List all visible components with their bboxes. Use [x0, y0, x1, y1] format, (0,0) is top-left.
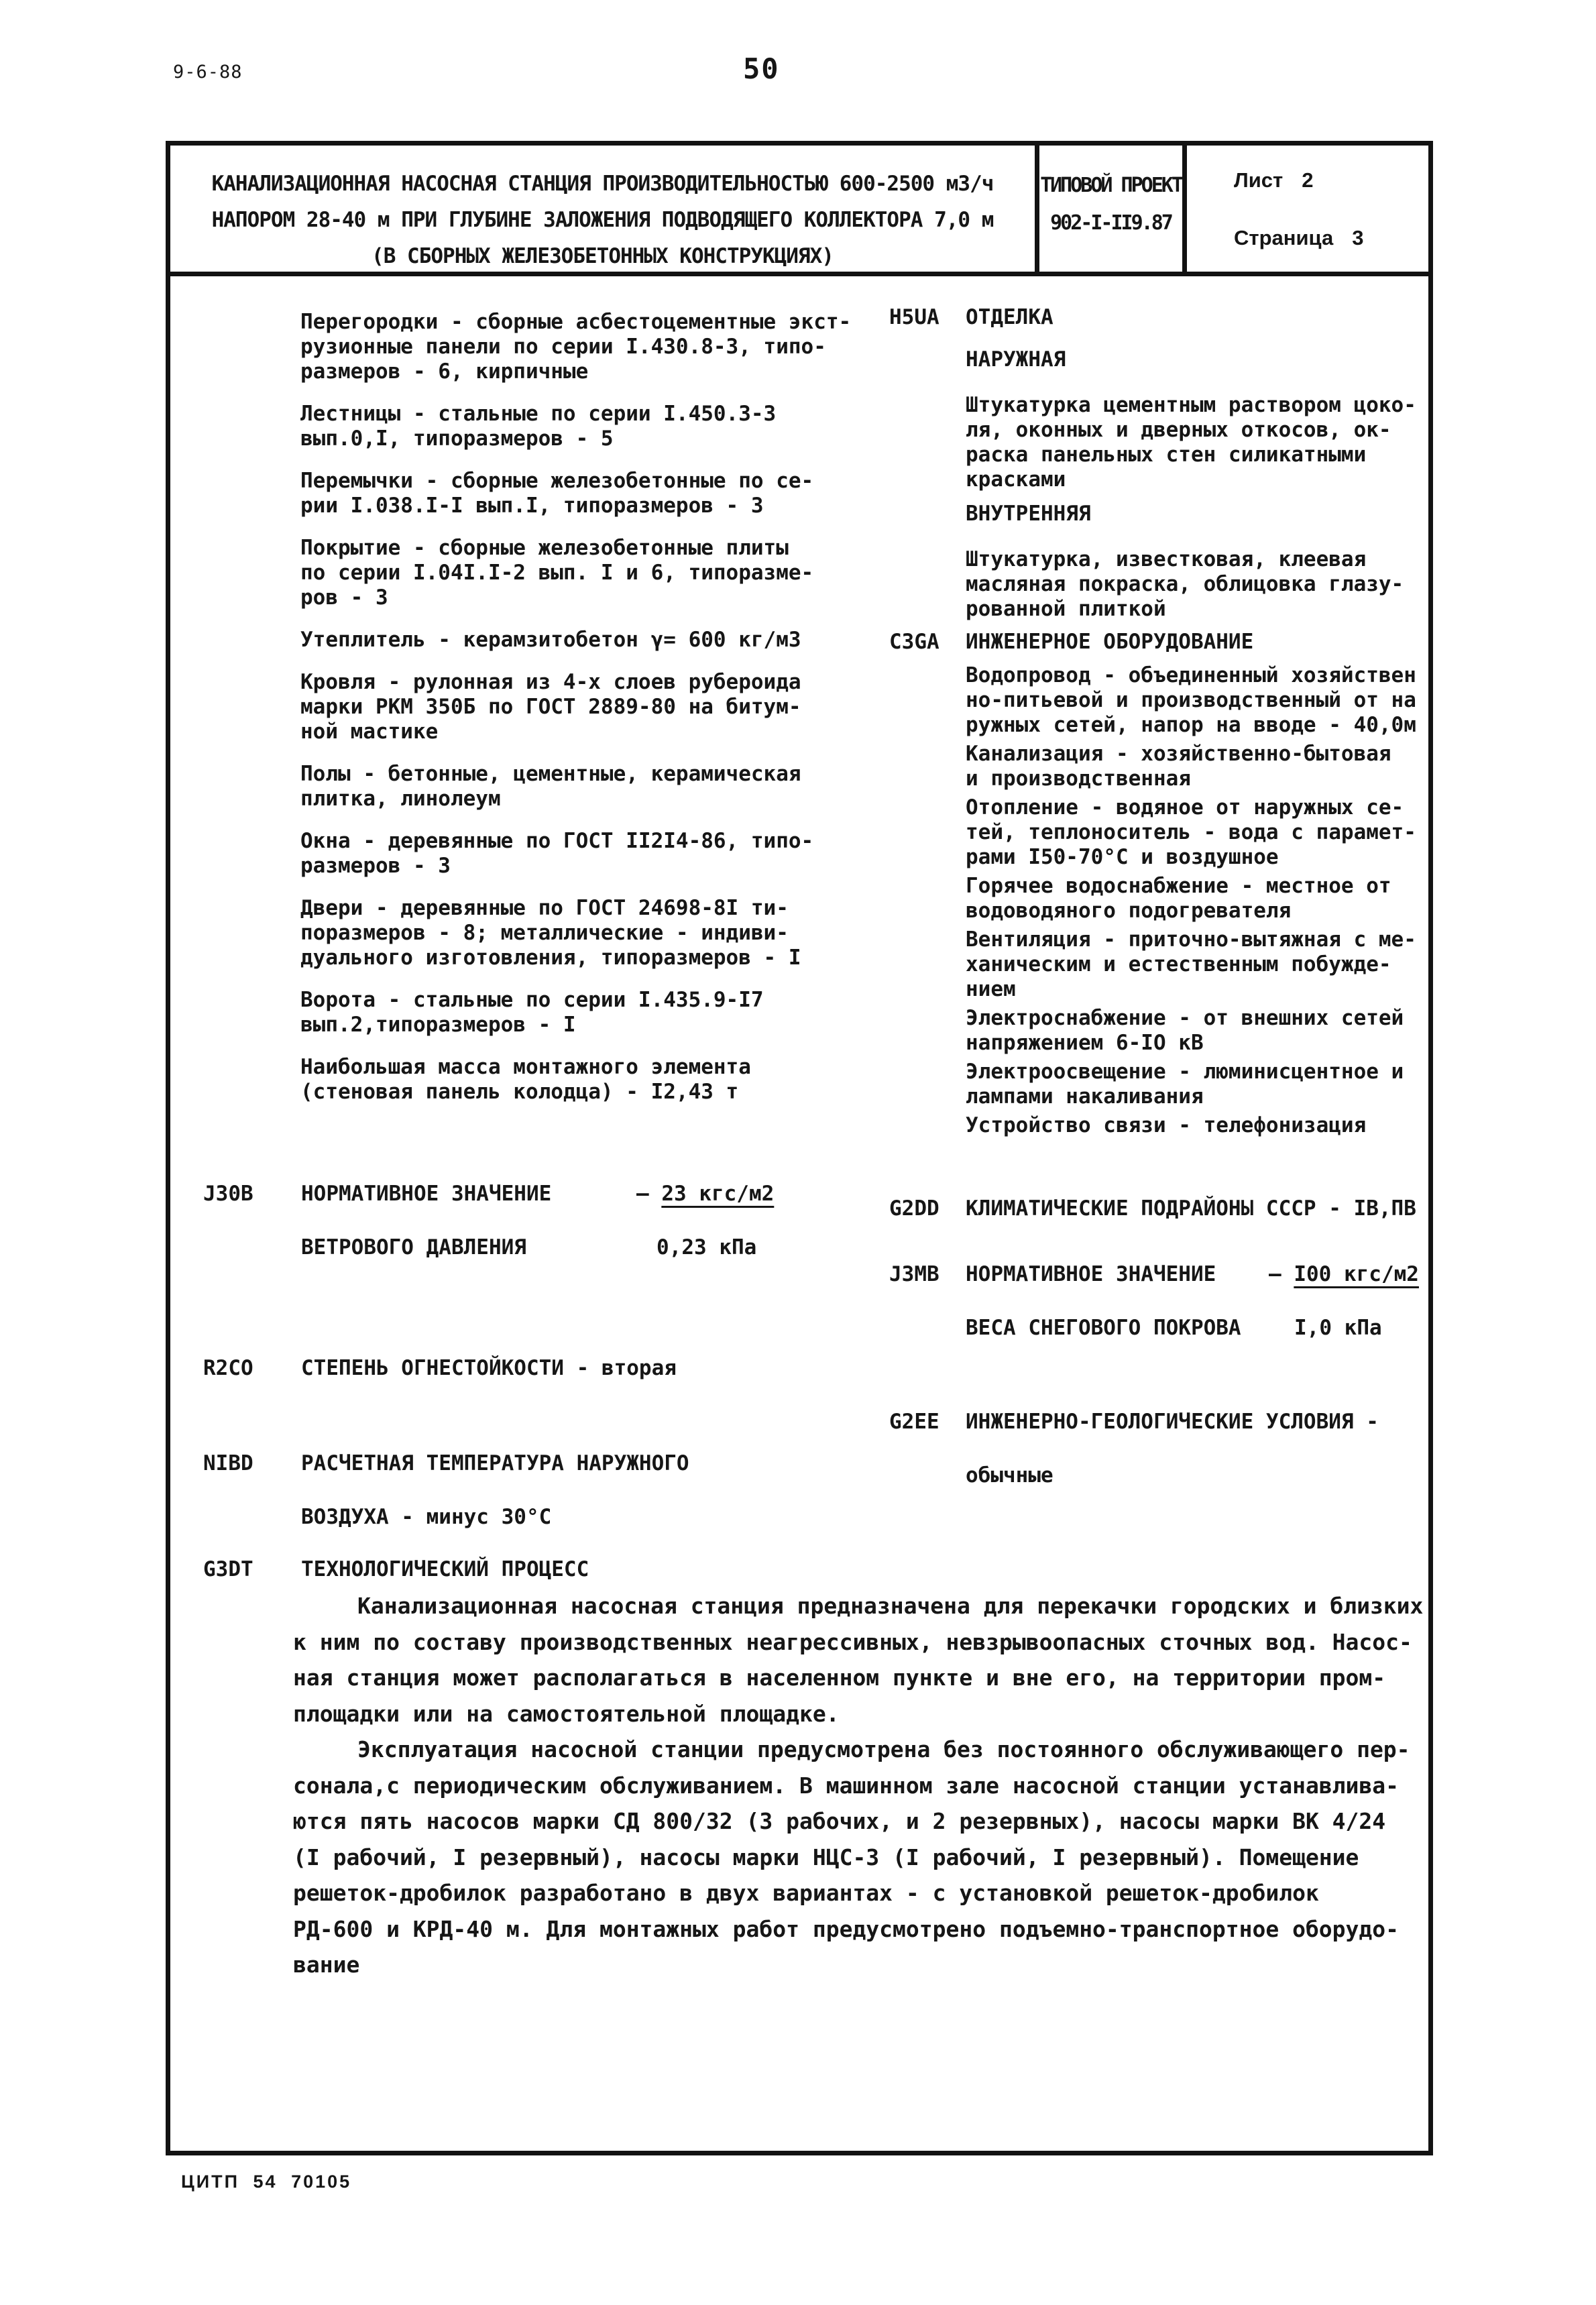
- spec-line: ружных сетей, напор на вводе - 40,0м: [966, 713, 1416, 737]
- spec-line: ханическим и естественным побужде-: [966, 952, 1391, 976]
- spec-line: размеров - 6, кирпичные: [300, 359, 589, 384]
- spec-item: [300, 628, 891, 653]
- spec-line: поразмеров - 8; металлические - индиви-: [300, 921, 789, 945]
- paragraph-line: Канализационная насосная станция предназначена для перекачки городских и близких: [357, 1593, 1424, 1619]
- spec-line: Штукатурка цементным раствором цоко-: [966, 393, 1416, 417]
- coded-row: [203, 1167, 775, 1274]
- section-code: C3GA: [889, 630, 939, 654]
- spec-line: вып.0,I, типоразмеров - 5: [300, 427, 614, 451]
- publisher-code: ЦИТП 54 70105: [181, 2172, 352, 2192]
- title-line: КАНАЛИЗАЦИОННАЯ НАСОСНАЯ СТАНЦИЯ ПРОИЗВОДИТЕЛЬНОСТЬЮ 600-2500 м3/ч: [211, 172, 994, 196]
- title-block: [170, 146, 1428, 276]
- spec-line: ВНУТРЕННЯЯ: [966, 502, 1091, 526]
- coded-row: [889, 1395, 1379, 1502]
- spec-line: Наибольшая масса монтажного элемента: [300, 1055, 751, 1079]
- spec-line: Канализация - хозяйственно-бытовая: [966, 742, 1391, 766]
- row-value: [636, 1167, 774, 1274]
- spec-line: Утеплитель - керамзитобетон γ= 600 кг/м3: [300, 628, 801, 652]
- spec-item: [966, 1006, 1438, 1056]
- spec-item: [300, 536, 891, 610]
- spec-item: [300, 310, 891, 384]
- row-label-line: КЛИМАТИЧЕСКИЕ ПОДРАЙОНЫ СССР - IВ,ПВ: [966, 1196, 1416, 1221]
- spec-item: [300, 469, 891, 518]
- spec-line: Водопровод - объединенный хозяйствен: [966, 663, 1416, 687]
- row-label-line: ВОЗДУХА - минус 30°С: [301, 1505, 552, 1529]
- spec-line: рами I50-70°С и воздушное: [966, 845, 1279, 869]
- row-label-line: НОРМАТИВНОЕ ЗНАЧЕНИЕ: [966, 1262, 1216, 1286]
- paragraph-line: площадки или на самостоятельной площадке.: [293, 1700, 840, 1727]
- spec-line: дуального изготовления, типоразмеров - I: [300, 946, 801, 970]
- spec-item: [300, 670, 891, 744]
- spec-item: [966, 795, 1438, 870]
- page-label: Страница: [1234, 226, 1334, 249]
- finishing-equipment-column: [889, 305, 1438, 1142]
- coded-row: [203, 1437, 689, 1544]
- spec-line: водоводяного подогревателя: [966, 899, 1292, 923]
- paragraph-line: Эксплуатация насосной станции предусмотрена без постоянного обслуживающего пер-: [357, 1736, 1410, 1762]
- spec-item: [966, 927, 1438, 1002]
- paragraph-line: (I рабочий, I резервный), насосы марки НЦС-3 (I рабочий, I резервный). Помещение: [293, 1844, 1359, 1870]
- row-code: G3DT: [203, 1557, 253, 1581]
- date-stamp: 9-6-88: [173, 62, 243, 82]
- spec-line: плитка, линолеум: [300, 787, 501, 811]
- spec-item: [300, 896, 891, 970]
- spec-line: по серии I.04I.I-2 вып. I и 6, типоразме-: [300, 561, 814, 585]
- spec-line: ля, оконных и дверных откосов, ок-: [966, 418, 1391, 442]
- spec-line: Перемычки - сборные железобетонные по се-: [300, 469, 814, 493]
- title-cell: [170, 146, 1039, 272]
- spec-line: нием: [966, 977, 1016, 1001]
- value-underlined: 23 кгс/м2: [661, 1182, 775, 1206]
- coded-row: [889, 1182, 1416, 1235]
- title-line: (В СБОРНЫХ ЖЕЛЕЗОБЕТОННЫХ КОНСТРУКЦИЯХ): [372, 244, 834, 268]
- spec-item: [300, 829, 891, 879]
- spec-line: (стеновая панель колодца) - I2,43 т: [300, 1080, 739, 1104]
- coded-row: [203, 1341, 677, 1395]
- page-row: [1234, 226, 1428, 250]
- spec-line: Двери - деревянные по ГОСТ 24698-8I ти-: [300, 896, 789, 920]
- spec-line: ИНЖЕНЕРНОЕ ОБОРУДОВАНИЕ: [966, 630, 1254, 654]
- spec-line: лампами накаливания: [966, 1084, 1204, 1109]
- spec-line: рузионные панели по серии I.430.8-3, типо-: [300, 335, 826, 359]
- spec-item: [966, 663, 1438, 738]
- row-label-line: ВЕСА СНЕГОВОГО ПОКРОВА: [966, 1316, 1241, 1340]
- row-label-line: СТЕПЕНЬ ОГНЕСТОЙКОСТИ - вторая: [301, 1356, 677, 1380]
- spec-line: рии I.038.I-I вып.I, типоразмеров - 3: [300, 494, 764, 518]
- page-value: 3: [1352, 226, 1364, 249]
- sheet-cell: [1187, 146, 1428, 272]
- spec-line: ОТДЕЛКА: [966, 305, 1053, 329]
- row-code: G2EE: [889, 1410, 939, 1434]
- row-code: J3MB: [889, 1262, 939, 1286]
- spec-line: Отопление - водяное от наружных се-: [966, 795, 1404, 820]
- spec-item: [966, 1060, 1438, 1109]
- row-label-line: ТЕХНОЛОГИЧЕСКИЙ ПРОЦЕСС: [301, 1557, 589, 1581]
- paragraph-line: решеток-дробилок разработано в двух вариантах - с установкой решеток-дробилок: [293, 1880, 1319, 1906]
- spec-line: Полы - бетонные, цементные, керамическая: [300, 762, 801, 786]
- spec-line: рованной плиткой: [966, 597, 1166, 621]
- spec-line: Окна - деревянные по ГОСТ II2I4-86, типо-: [300, 829, 814, 853]
- spec-line: Устройство связи - телефонизация: [966, 1113, 1367, 1137]
- row-code: NIBD: [203, 1451, 253, 1475]
- spec-line: тей, теплоноситель - вода с парамет-: [966, 820, 1416, 844]
- row-label-line: ВЕТРОВОГО ДАВЛЕНИЯ: [301, 1235, 526, 1259]
- sheet-number: 2: [1302, 168, 1314, 192]
- spec-line: Лестницы - стальные по серии I.450.3-3: [300, 402, 777, 426]
- spec-line: Электроосвещение - люминисцентное и: [966, 1060, 1404, 1084]
- spec-item: [966, 1113, 1438, 1138]
- row-code: J30B: [203, 1182, 253, 1206]
- paragraph-line: вание: [293, 1952, 360, 1978]
- sheet-row: [1234, 168, 1428, 192]
- spec-item: [300, 988, 891, 1037]
- spec-line: Электроснабжение - от внешних сетей: [966, 1006, 1404, 1030]
- section-subheading: [966, 347, 1438, 372]
- paragraph-line: к ним по составу производственных неагрессивных, невзрывоопасных сточных вод. Насос-: [293, 1628, 1412, 1655]
- spec-item: [966, 393, 1438, 492]
- row-label-line: обычные: [966, 1463, 1053, 1487]
- paragraph-line: сонала,с периодическим обслуживанием. В машинном зале насосной станции устанавлива-: [293, 1772, 1400, 1799]
- spec-line: Ворота - стальные по серии I.435.9-I7: [300, 988, 764, 1012]
- spec-line: Кровля - рулонная из 4-х слоев рубероида: [300, 670, 801, 694]
- spec-line: Горячее водоснабжение - местное от: [966, 874, 1391, 898]
- construction-specs-column: [300, 310, 891, 1122]
- section-code: H5UA: [889, 305, 939, 329]
- spec-line: вып.2,типоразмеров - I: [300, 1013, 576, 1037]
- spec-line: размеров - 3: [300, 854, 451, 878]
- paragraph-line: ются пять насосов марки СД 800/32 (3 рабочих, и 2 резервных), насосы марки ВК 4/24: [293, 1808, 1386, 1834]
- spec-line: Перегородки - сборные асбестоцементные экст-: [300, 310, 852, 334]
- spec-line: ной мастике: [300, 720, 439, 744]
- row-label-line: НОРМАТИВНОЕ ЗНАЧЕНИЕ: [301, 1182, 552, 1206]
- value-main: – I00 кгс/м2: [1269, 1262, 1419, 1286]
- spec-line: раска панельных стен силикатными: [966, 443, 1367, 467]
- section-subheading: [966, 502, 1438, 526]
- spec-line: Штукатурка, известковая, клеевая: [966, 547, 1367, 571]
- coded-row: [889, 1247, 1419, 1355]
- value-alt: 0,23 кПа: [657, 1235, 757, 1259]
- spec-item: [300, 762, 891, 811]
- row-label-line: ИНЖЕНЕРНО-ГЕОЛОГИЧЕСКИЕ УСЛОВИЯ -: [966, 1410, 1379, 1434]
- spec-item: [966, 742, 1438, 791]
- spec-line: Покрытие - сборные железобетонные плиты: [300, 536, 789, 560]
- title-line: НАПОРОМ 28-40 м ПРИ ГЛУБИНЕ ЗАЛОЖЕНИЯ ПОДВОДЯЩЕГО КОЛЛЕКТОРА 7,0 м: [211, 208, 994, 232]
- spec-line: марки РКМ 350Б по ГОСТ 2889-80 на битум-: [300, 695, 801, 719]
- spec-item: [966, 874, 1438, 923]
- spec-line: НАРУЖНАЯ: [966, 347, 1066, 372]
- sheet-label: Лист: [1234, 168, 1284, 192]
- row-label-line: РАСЧЕТНАЯ ТЕМПЕРАТУРА НАРУЖНОГО: [301, 1451, 689, 1475]
- spec-item: [966, 547, 1438, 622]
- spec-line: красками: [966, 467, 1066, 492]
- paragraph-line: ная станция может располагаться в населенном пункте и вне его, на территории пром-: [293, 1665, 1386, 1691]
- project-number: 902-I-II9.87: [1050, 211, 1172, 235]
- spec-line: ров - 3: [300, 585, 388, 610]
- spec-item: [300, 402, 891, 451]
- paragraph-line: РД-600 и КРД-40 м. Для монтажных работ предусмотрено подъемно-транспортное оборудо-: [293, 1915, 1400, 1942]
- section-heading: [889, 305, 1438, 330]
- page-number: 50: [743, 52, 780, 85]
- project-label: ТИПОВОЙ ПРОЕКТ: [1040, 174, 1182, 197]
- spec-line: напряжением 6-IO кВ: [966, 1031, 1204, 1055]
- project-cell: [1039, 146, 1187, 272]
- row-code: G2DD: [889, 1196, 939, 1221]
- spec-line: но-питьевой и производственный от на: [966, 688, 1416, 712]
- section-heading: [889, 630, 1438, 655]
- process-description: [293, 1588, 1436, 1983]
- value-alt: I,0 кПа: [1294, 1316, 1382, 1340]
- spec-line: Вентиляция - приточно-вытяжная с ме-: [966, 927, 1416, 952]
- spec-line: и производственная: [966, 767, 1191, 791]
- row-code: R2CO: [203, 1356, 253, 1380]
- spec-line: масляная покраска, облицовка глазу-: [966, 572, 1404, 596]
- spec-item: [300, 1055, 891, 1105]
- value-underlined: I00 кгс/м2: [1294, 1262, 1419, 1286]
- value-main: – 23 кгс/м2: [636, 1182, 775, 1206]
- row-value: [1269, 1247, 1419, 1355]
